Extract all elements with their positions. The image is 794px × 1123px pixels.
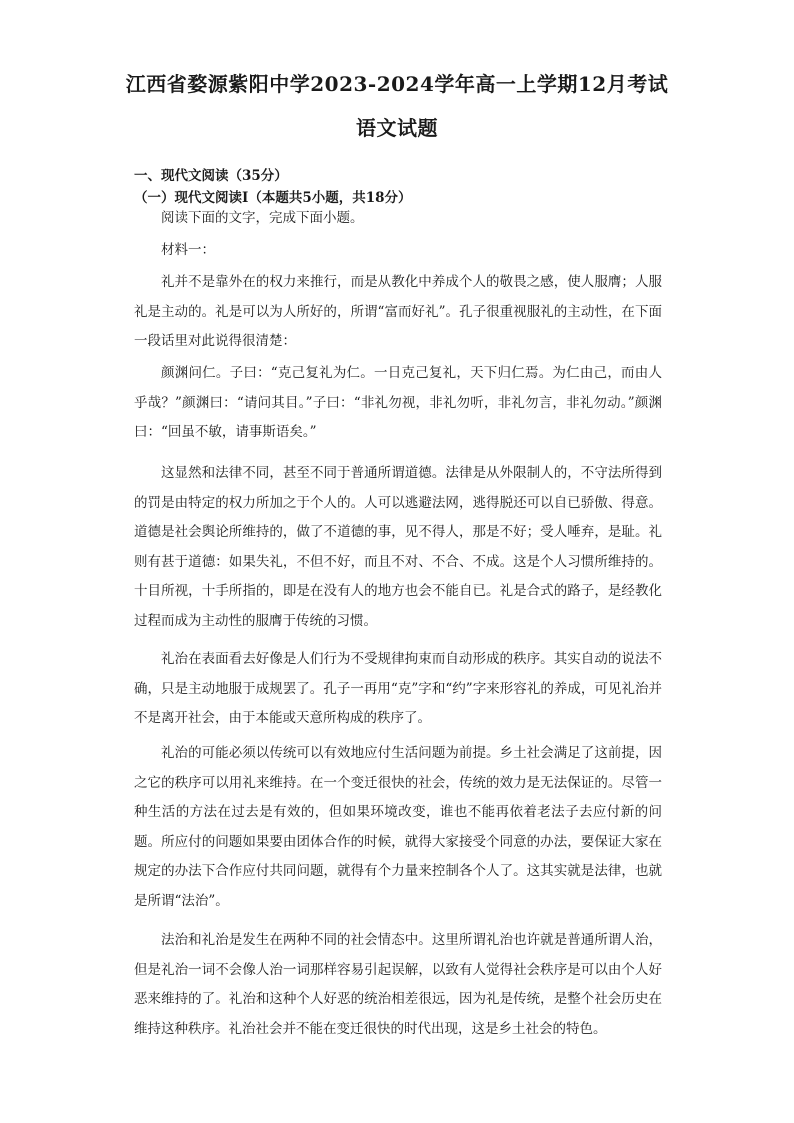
exam-subtitle: 语文试题 — [356, 116, 438, 140]
exam-title: 江西省婺源紫阳中学2023-2024学年高一上学期12月考试 — [125, 72, 669, 96]
paragraph-4: 礼治在表面看去好像是人们行为不受规律拘束而自动形成的秩序。其实自动的说法不确，只是主动地服于成规罢了。孔子一再用“克”字和“约”字来形容礼的养成，可见礼治并不是离开社会，由于本能或天意所构成的秩序了。 — [134, 651, 662, 726]
paragraph-2: 颜渊问仁。子曰：“克己复礼为仁。一日克己复礼，天下归仁焉。为仁由己，而由人乎哉？”颜渊曰：“请问其目。”子曰：“非礼勿视，非礼勿听，非礼勿言，非礼勿动。”颜渊曰：“回虽不敏，请事斯语矣。” — [134, 365, 662, 440]
paragraph-5: 礼治的可能必须以传统可以有效地应付生活问题为前提。乡土社会满足了这前提，因之它的秩序可以用礼来维持。在一个变迁很快的社会，传统的效力是无法保证的。尽管一种生活的方法在过去是有效的，但如果环境改变，谁也不能再依着老法子去应付新的问题。所应付的问题如果要由团体合作的时候，就得大家接受个同意的办法，要保证大家在规定的办法下合作应付共同问题，就得有个力量来控制各个人了。这其实就是法律，也就是所谓“法治”。 — [134, 745, 662, 909]
material-label: 材料一： — [161, 242, 215, 258]
paragraph-1: 礼并不是靠外在的权力来推行，而是从教化中养成个人的敬畏之感，使人服膺；人服礼是主动的。礼是可以为人所好的，所谓“富而好礼”。孔子很重视服礼的主动性，在下面一段话里对此说得很清楚： — [134, 274, 662, 349]
subsection-heading-reading-1: （一）现代文阅读Ⅰ（本题共5小题，共18分） — [134, 190, 412, 206]
section-heading-reading: 一、现代文阅读（35分） — [134, 168, 288, 184]
paragraph-3: 这显然和法律不同，甚至不同于普通所谓道德。法律是从外限制人的，不守法所得到的罚是由特定的权力所加之于个人的。人可以逃避法网，逃得脱还可以自已骄傲、得意。道德是社会舆论所维持的，做了不道德的事，见不得人，那是不好；受人唾弃，是耻。礼则有甚于道德：如果失礼，不但不好，而且不对、不合、不成。这是个人习惯所维持的。十目所视，十手所指的，即是在没有人的地方也会不能自已。礼是合式的路子，是经教化过程而成为主动性的服膺于传统的习惯。 — [134, 465, 662, 629]
reading-instruction: 阅读下面的文字，完成下面小题。 — [161, 210, 364, 226]
paragraph-6: 法治和礼治是发生在两种不同的社会情态中。这里所谓礼治也许就是普通所谓人治，但是礼治一词不会像人治一词那样容易引起误解，以致有人觉得社会秩序是可以由个人好恶来维持的了。礼治和这种个人好恶的统治相差很远，因为礼是传统，是整个社会历史在维持这种秩序。礼治社会并不能在变迁很快的时代出现，这是乡土社会的特色。 — [134, 932, 662, 1037]
